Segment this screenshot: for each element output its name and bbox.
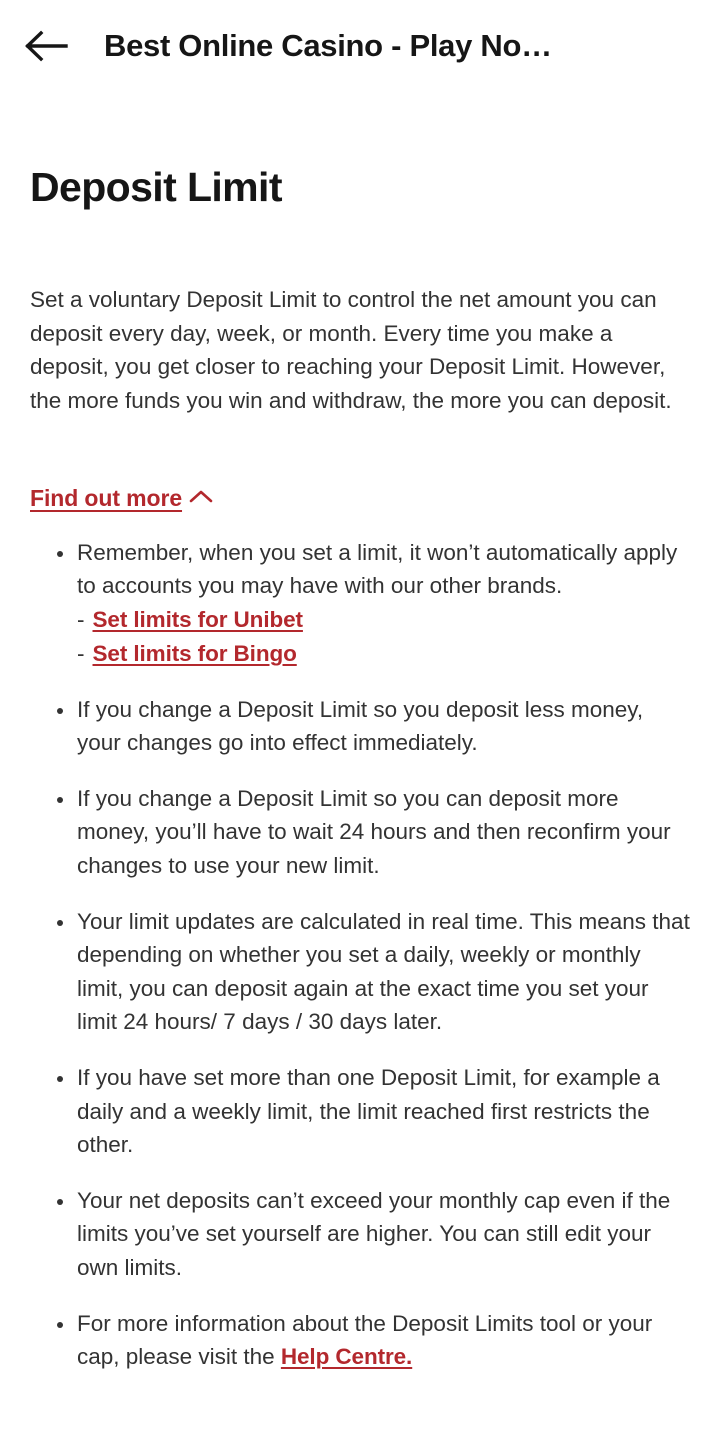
bullet-text: If you have set more than one Deposit Limit, for example a daily and a weekly limit, the limit reached first restricts the other. (77, 1065, 660, 1158)
bullet-text: If you change a Deposit Limit so you can deposit more money, you’ll have to wait 24 hours and then reconfirm your changes to use your new limit. (77, 785, 671, 879)
page-title: Deposit Limit (30, 164, 282, 210)
list-item (30, 782, 690, 883)
list-item (77, 603, 690, 637)
help-centre-link[interactable]: Help Centre. (280, 1344, 413, 1370)
page-header-title: Best Online Casino - Play No… (104, 28, 552, 64)
back-button[interactable] (24, 19, 78, 73)
dash-marker: - (77, 606, 85, 632)
sub-link-list (77, 603, 690, 671)
bullet-text: Remember, when you set a limit, it won’t automatically apply to accounts you may have with our other brands. (77, 539, 678, 599)
list-item (77, 637, 690, 671)
find-out-more-toggle[interactable] (30, 483, 213, 514)
list-item (30, 905, 690, 1039)
list-item (30, 1307, 690, 1374)
info-bullet-list (30, 536, 690, 1374)
set-limits-bingo-link[interactable]: Set limits for Bingo (92, 640, 297, 666)
bullet-text: Your limit updates are calculated in real time. This means that depending on whether you set a daily, weekly or monthly limit, you can deposit again at the exact time you set your limit 24 hours/ 7 days / 30 days later. (77, 908, 690, 1035)
chevron-up-icon (189, 483, 213, 510)
dash-marker: - (77, 640, 85, 666)
bullet-text: For more information about the Deposit Limits tool or your cap, please visit the (77, 1310, 653, 1370)
find-out-more-label: Find out more (30, 484, 183, 511)
set-limits-unibet-link[interactable]: Set limits for Unibet (92, 606, 303, 632)
list-item (30, 693, 690, 760)
intro-paragraph: Set a voluntary Deposit Limit to control the net amount you can deposit every day, week, or month. Every time you make a deposit, you get closer to reaching your Deposit Limit. However, the more funds you win and withdraw, the more you can deposit. (30, 287, 672, 413)
bullet-text: Your net deposits can’t exceed your monthly cap even if the limits you’ve set yourself are higher. You can still edit your own limits. (77, 1187, 671, 1281)
list-item (30, 1061, 690, 1162)
page-content (0, 164, 720, 1374)
app-header (0, 0, 720, 92)
arrow-left-icon (24, 29, 68, 63)
find-out-more-section (30, 483, 690, 514)
list-item (30, 1184, 690, 1285)
list-item (30, 536, 690, 671)
bullet-text: If you change a Deposit Limit so you deposit less money, your changes go into effect immediately. (77, 696, 644, 756)
